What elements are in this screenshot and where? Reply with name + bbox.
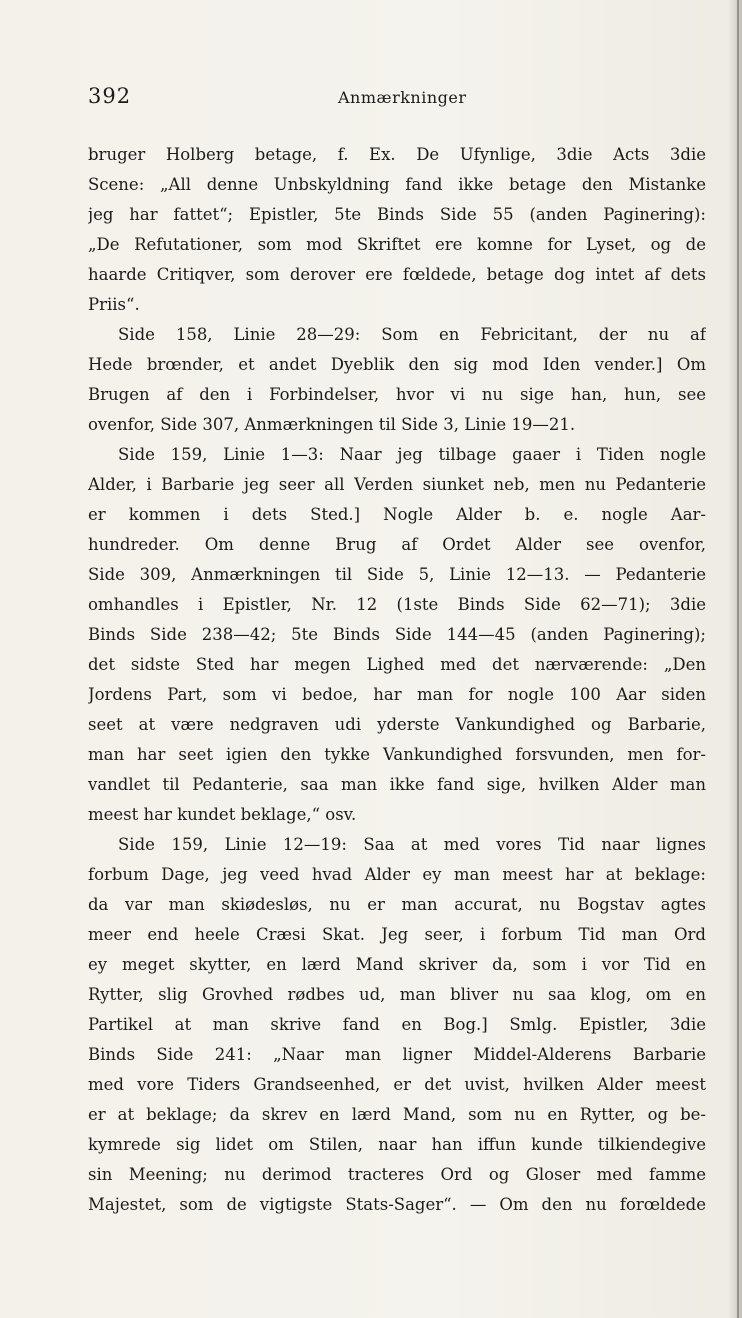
text-line: er at beklage; da skrev en lærd Mand, som nu en Rytter, og be- — [88, 1105, 706, 1124]
text-line: Rytter, slig Grovhed rødbes ud, man bliver nu saa klog, om en — [88, 985, 706, 1004]
text-line: Side 309, Anmærkningen til Side 5, Linie 12—13. — Pedanterie — [88, 565, 706, 584]
text-line: Brugen af den i Forbindelser, hvor vi nu sige han, hun, see — [88, 385, 706, 404]
running-head: Anmærkninger — [338, 88, 467, 107]
page-spine-shadow — [728, 0, 742, 1318]
text-line: meest har kundet beklage,“ osv. — [88, 805, 357, 824]
page-number: 392 — [88, 84, 132, 108]
text-line: Alder, i Barbarie jeg seer all Verden siunket neb, men nu Pedanterie — [88, 475, 706, 494]
text-line: man har seet igien den tykke Vankundighed forsvunden, men for- — [88, 745, 706, 764]
text-line: bruger Holberg betage, f. Ex. De Ufynlige, 3die Acts 3die — [88, 145, 706, 164]
text-line: kymrede sig lidet om Stilen, naar han iffun kunde tilkiendegive — [88, 1135, 706, 1154]
text-line: Side 159, Linie 1—3: Naar jeg tilbage gaaer i Tiden nogle — [118, 445, 706, 464]
text-line: haarde Critiqver, som derover ere fœldede, betage dog intet af dets — [88, 265, 706, 284]
text-line: „De Refutationer, som mod Skriftet ere komne for Lyset, og de — [88, 235, 706, 254]
text-line: jeg har fattet“; Epistler, 5te Binds Side 55 (anden Paginering): — [88, 205, 706, 224]
text-line: omhandles i Epistler, Nr. 12 (1ste Binds Side 62—71); 3die — [88, 595, 706, 614]
text-line: seet at være nedgraven udi yderste Vankundighed og Barbarie, — [88, 715, 706, 734]
text-line: er kommen i dets Sted.] Nogle Alder b. e. nogle Aar- — [88, 505, 706, 524]
text-line: forbum Dage, jeg veed hvad Alder ey man meest har at beklage: — [88, 865, 706, 884]
text-line: sin Meening; nu derimod tracteres Ord og Gloser med famme — [88, 1165, 706, 1184]
text-line: Binds Side 241: „Naar man ligner Middel-Alderens Barbarie — [88, 1045, 706, 1064]
body-text — [88, 140, 706, 1220]
text-line: Priis“. — [88, 295, 140, 314]
text-line: med vore Tiders Grandseenhed, er det uvist, hvilken Alder meest — [88, 1075, 706, 1094]
text-line: Scene: „All denne Unbskyldning fand ikke betage den Mistanke — [88, 175, 706, 194]
text-line: da var man skiødesløs, nu er man accurat, nu Bogstav agtes — [88, 895, 706, 914]
text-line: Partikel at man skrive fand en Bog.] Smlg. Epistler, 3die — [88, 1015, 706, 1034]
page-edge-line — [737, 0, 739, 1318]
text-line: Binds Side 238—42; 5te Binds Side 144—45 (anden Paginering); — [88, 625, 706, 644]
text-line: vandlet til Pedanterie, saa man ikke fand sige, hvilken Alder man — [88, 775, 706, 794]
text-line: Side 159, Linie 12—19: Saa at med vores Tid naar lignes — [118, 835, 706, 854]
text-line: Hede brœnder, et andet Dyeblik den sig mod Iden vender.] Om — [88, 355, 706, 374]
text-line: meer end heele Cræsi Skat. Jeg seer, i forbum Tid man Ord — [88, 925, 706, 944]
text-line: det sidste Sted har megen Lighed med det nærværende: „Den — [88, 655, 706, 674]
text-line: Majestet, som de vigtigste Stats-Sager“. — Om den nu forœldede — [88, 1195, 706, 1214]
text-line: Side 158, Linie 28—29: Som en Febricitant, der nu af — [118, 325, 706, 344]
text-line: ey meget skytter, en lærd Mand skriver da, som i vor Tid en — [88, 955, 706, 974]
text-line: hundreder. Om denne Brug af Ordet Alder see ovenfor, — [88, 535, 706, 554]
text-line: ovenfor, Side 307, Anmærkningen til Side 3, Linie 19—21. — [88, 415, 576, 434]
text-line: Jordens Part, som vi bedoe, har man for nogle 100 Aar siden — [88, 685, 706, 704]
